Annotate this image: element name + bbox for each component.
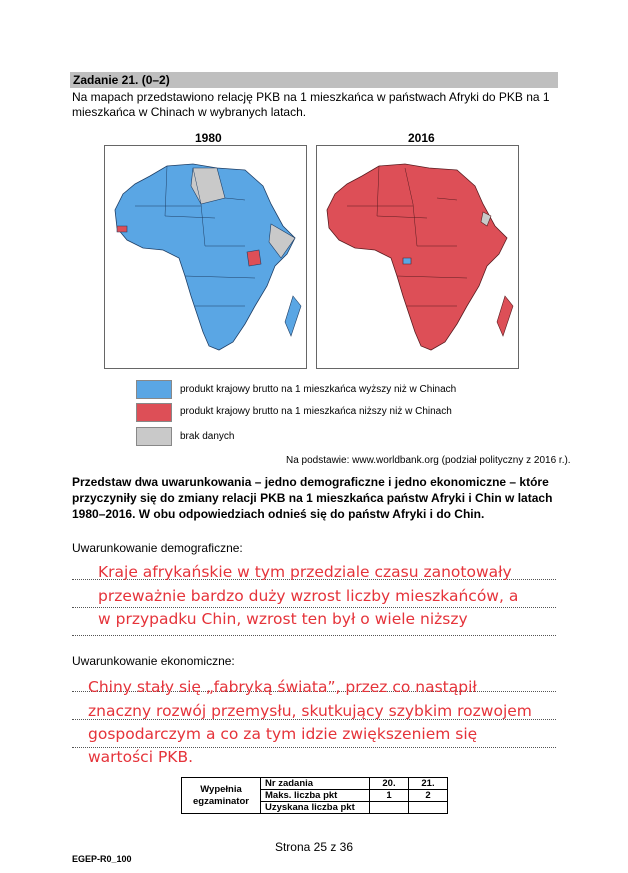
demographic-answer-line-2: przeważnie bardzo duży wzrost liczby mieszkańców, a [98,587,519,605]
demographic-label: Uwarunkowanie demograficzne: [72,541,243,555]
task-intro: Na mapach przedstawiono relację PKB na 1 mieszkańca w państwach Afryki do PKB na 1 mieszkańca w Chinach w wybranych latach. [72,90,550,119]
legend-swatch-gray [136,427,172,446]
legend-swatch-blue [136,380,172,399]
madagascar [285,296,301,336]
legend-label-lower: produkt krajowy brutto na 1 mieszkańca niższy niż w Chinach [180,406,452,417]
grader-row-max-label: Maks. liczba pkt [261,790,370,802]
question-text: Przedstaw dwa uwarunkowania – jedno demograficzne i jedno ekonomiczne – które przyczyniły się do zmiany relacji PKB na 1 mieszkańca państw Afryki i Chin w latach 1980–2016. W obu odpowiedziach odnieś się do państw Afryki i do Chin. [72,475,553,521]
grader-max-20: 1 [370,790,409,802]
economic-answer-line-2: znaczny rozwój przemysłu, skutkujący szybkim rozwojem [88,702,532,720]
madagascar [497,296,513,336]
demographic-answer-line-3: w przypadku Chin, wzrost ten był o wiele niższy [98,610,468,628]
grader-got-20[interactable] [370,802,409,814]
source-note: Na podstawie: www.worldbank.org (podział polityczny z 2016 r.). [286,455,571,466]
task-header: Zadanie 21. (0–2) [70,72,558,88]
africa-map-1980 [105,146,306,368]
grader-got-21[interactable] [409,802,448,814]
africa-map-2016 [317,146,518,368]
map-title-1980: 1980 [195,131,222,145]
economic-answer-line-4: wartości PKB. [88,748,194,766]
below-china-uganda [247,250,261,266]
grader-task-20: 20. [370,778,409,790]
map-2016 [316,145,519,369]
economic-answer-line-3: gospodarczym a co za tym idzie zwiększeniem się [88,725,478,743]
grader-row-task-label: Nr zadania [261,778,370,790]
grader-table [181,777,448,814]
legend-label-higher: produkt krajowy brutto na 1 mieszkańca wyższy niż w Chinach [180,384,457,395]
economic-answer-line-1: Chiny stały się „fabryką świata”, przez co nastąpił [88,678,477,696]
map-1980 [104,145,307,369]
grader-label: Wypełnia egzaminator [182,778,261,814]
page-number: Strona 25 z 36 [274,840,354,854]
exam-code: EGEP-R0_100 [72,854,132,864]
africa-shape [327,164,507,350]
demographic-answer-line-1: Kraje afrykańskie w tym przedziale czasu zanotowały [98,563,512,581]
below-china-west [117,226,127,232]
map-title-2016: 2016 [408,131,435,145]
grader-max-21: 2 [409,790,448,802]
above-china-equatorial-guinea [403,258,411,264]
economic-label: Uwarunkowanie ekonomiczne: [72,654,235,668]
legend-swatch-red [136,403,172,422]
legend-label-nodata: brak danych [180,431,235,442]
answer-line [72,635,556,636]
grader-task-21: 21. [409,778,448,790]
grader-row-got-label: Uzyskana liczba pkt [261,802,370,814]
